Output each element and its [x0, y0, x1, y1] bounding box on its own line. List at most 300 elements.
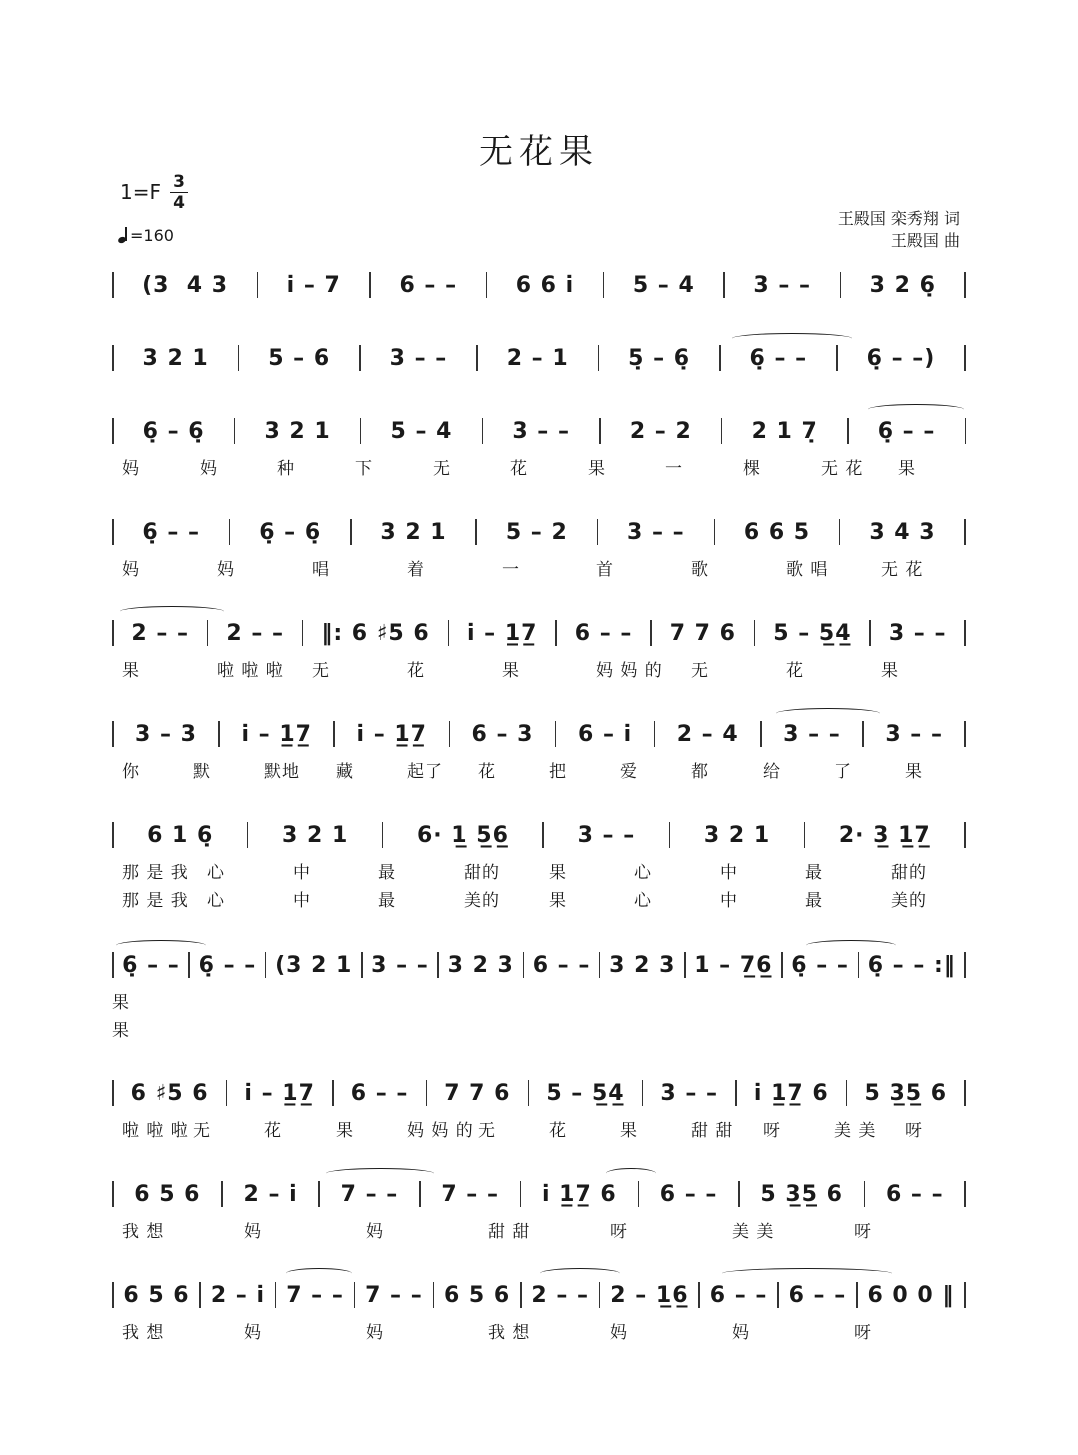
barline	[856, 1282, 858, 1308]
measure: 5 3̲5̲ 6	[864, 1080, 948, 1106]
music-line	[112, 270, 966, 300]
lyric-word: 妈	[122, 560, 140, 580]
lyric-word: 棵	[743, 459, 761, 479]
lyric-word: 甜的	[464, 863, 500, 883]
measure: 7 – –	[441, 1181, 499, 1207]
measure: 6 – –	[885, 1181, 944, 1207]
lyric-line	[112, 858, 966, 882]
music-line	[112, 820, 966, 850]
measure: 6̣ – 6̣	[142, 418, 205, 444]
lyric-word: 呀	[763, 1121, 781, 1141]
measure: 6̣ – – :‖	[867, 952, 956, 978]
measure: 6 1 6̣	[147, 822, 214, 848]
barline	[555, 620, 557, 646]
lyric-word: 花	[478, 762, 496, 782]
barline	[112, 822, 114, 848]
lyric-word: 无	[312, 661, 330, 681]
barline	[603, 272, 605, 298]
measure: 6 – i̇	[577, 721, 633, 747]
measure: 7 – –	[365, 1282, 423, 1308]
lyric-line	[112, 1116, 966, 1140]
barline	[520, 1282, 522, 1308]
lyric-line	[112, 988, 966, 1012]
measure: 6 0 0 ‖	[867, 1282, 955, 1308]
barline	[847, 418, 849, 444]
barline	[754, 620, 756, 646]
lyric-word: 果	[502, 661, 520, 681]
measure: 5 – 2	[505, 519, 568, 545]
lyric-word: 最	[805, 863, 823, 883]
barline	[369, 272, 371, 298]
lyric-word: 心	[634, 863, 652, 883]
barline	[112, 1181, 114, 1207]
measure: 5 – 4	[632, 272, 695, 298]
song-title: 无花果	[479, 132, 599, 172]
barline	[361, 952, 363, 978]
barline	[777, 1282, 779, 1308]
barline	[760, 721, 762, 747]
measure: 3 – –	[885, 721, 943, 747]
lyric-line	[112, 555, 966, 579]
lyric-word: 花	[510, 459, 528, 479]
barline	[836, 345, 838, 371]
music-line	[112, 416, 966, 446]
lyric-word: 果	[122, 661, 140, 681]
barline	[257, 272, 259, 298]
slur-mark	[116, 940, 206, 951]
measure: 6 – –	[350, 1080, 409, 1106]
barline	[964, 721, 966, 747]
measure: 3 – –	[389, 345, 448, 371]
measure: (3 2 1	[275, 952, 353, 978]
lyric-word: 果	[112, 1021, 130, 1041]
lyric-word: 妈	[217, 560, 235, 580]
lyric-word: 你	[122, 762, 140, 782]
barline	[555, 721, 557, 747]
barline	[218, 721, 220, 747]
lyric-word: 我 想	[122, 1222, 165, 1242]
barline	[528, 1080, 530, 1106]
measure: 2· 3̲ 1̲7̲	[838, 822, 931, 848]
barline	[964, 822, 966, 848]
barline	[599, 418, 601, 444]
lyric-word: 默	[193, 762, 211, 782]
lyric-word: 妈 妈 的	[596, 661, 663, 681]
measure: 6 5 6	[443, 1282, 511, 1308]
composer-credit: 王殿国 曲	[890, 231, 960, 250]
barline	[964, 519, 966, 545]
lyric-word: 歌	[691, 560, 709, 580]
measure: 6̣ – –	[749, 345, 808, 371]
lyric-word: 啦 啦 啦	[122, 1121, 189, 1141]
slur-mark	[776, 708, 880, 719]
slur-mark	[540, 1268, 620, 1279]
lyric-word: 花	[407, 661, 425, 681]
lyric-word: 果	[336, 1121, 354, 1141]
lyric-word: 啦 啦 啦	[217, 661, 284, 681]
quarter-note-icon	[118, 227, 130, 243]
lyric-word: 呀	[854, 1323, 872, 1343]
measure: 1 – 7̲6̲	[694, 952, 773, 978]
measure: 2 – i̇	[243, 1181, 298, 1207]
measure: 3 – –	[627, 519, 685, 545]
barline	[476, 345, 478, 371]
measure: 6̣ – –)	[866, 345, 936, 371]
lyric-word: 给	[763, 762, 781, 782]
lyric-word: 果	[549, 891, 567, 911]
barline	[598, 345, 600, 371]
barline	[275, 1282, 277, 1308]
barline	[719, 345, 721, 371]
lyric-word: 歌 唱	[786, 560, 829, 580]
lyric-word: 种	[277, 459, 295, 479]
barline	[448, 620, 450, 646]
measure: 6 – –	[532, 952, 591, 978]
barline	[112, 519, 114, 545]
measure: 5 3̲5̲ 6	[760, 1181, 843, 1207]
lyric-word: 一	[502, 560, 520, 580]
lyric-word: 那 是 我	[122, 863, 189, 883]
tempo-marking	[118, 226, 174, 245]
barline	[229, 519, 231, 545]
measure: 3 2 1	[142, 345, 209, 371]
measure: i̇ 1̲7̲ 6	[541, 1181, 617, 1207]
measure: 2 1 7̣	[751, 418, 818, 444]
time-signature-bottom: 4	[173, 193, 185, 213]
barline	[964, 272, 966, 298]
measure: 3 – –	[753, 272, 812, 298]
barline	[714, 519, 716, 545]
barline	[654, 721, 656, 747]
barline	[234, 418, 236, 444]
barline	[112, 345, 114, 371]
measure: 6 – 3	[471, 721, 534, 747]
measure: 7 7 6	[669, 620, 736, 646]
barline	[520, 1181, 522, 1207]
barline	[735, 1080, 737, 1106]
barline	[112, 952, 114, 978]
lyric-word: 首	[596, 560, 614, 580]
barline	[354, 1282, 356, 1308]
measure: 3 – –	[660, 1080, 719, 1106]
lyric-word: 妈	[200, 459, 218, 479]
barline	[112, 272, 114, 298]
lyric-word: 果	[588, 459, 606, 479]
barline	[599, 1282, 601, 1308]
barline	[864, 1181, 866, 1207]
music-line	[112, 1078, 966, 1108]
measure: 6̣ – –	[142, 519, 200, 545]
barline	[721, 418, 723, 444]
key-label: 1=F	[120, 180, 161, 204]
barline	[482, 418, 484, 444]
lyric-word: 甜的	[891, 863, 927, 883]
lyric-line	[112, 454, 966, 478]
barline	[419, 1181, 421, 1207]
measure: 2 – i̇	[210, 1282, 265, 1308]
lyric-word: 果	[905, 762, 923, 782]
barline	[318, 1181, 320, 1207]
lyric-word: 我 想	[488, 1323, 531, 1343]
barline	[426, 1080, 428, 1106]
barline	[475, 519, 477, 545]
lyric-word: 心	[634, 891, 652, 911]
measure: 5 – 5̲4̲	[773, 620, 852, 646]
barline	[112, 1080, 114, 1106]
measure: 5 – 4	[390, 418, 453, 444]
measure: 6 – –	[574, 620, 633, 646]
measure: i̇ – 1̲7̲	[356, 721, 427, 747]
measure: 3 2 1	[282, 822, 349, 848]
measure: 3 – –	[371, 952, 429, 978]
lyric-word: 了	[834, 762, 852, 782]
barline	[112, 418, 114, 444]
measure: 6 – –	[709, 1282, 768, 1308]
lyric-word: 无 花	[881, 560, 924, 580]
lyric-word: 甜 甜	[488, 1222, 531, 1242]
lyric-word: 中	[720, 891, 738, 911]
barline	[247, 822, 249, 848]
barline	[964, 952, 966, 978]
lyric-word: 果	[898, 459, 916, 479]
lyric-word: 无	[193, 1121, 211, 1141]
measure: 6 6 5	[743, 519, 811, 545]
lyric-word: 把	[549, 762, 567, 782]
measure: 6 – –	[399, 272, 458, 298]
lyric-word: 花	[549, 1121, 567, 1141]
measure: 7 – –	[340, 1181, 399, 1207]
barline	[684, 952, 686, 978]
music-line	[112, 618, 966, 648]
barline	[840, 272, 842, 298]
barline	[839, 519, 841, 545]
barline	[207, 620, 209, 646]
lyric-word: 呀	[854, 1222, 872, 1242]
measure: 6̣ – –	[198, 952, 257, 978]
measure: 6 5 6	[134, 1181, 201, 1207]
lyric-word: 妈	[244, 1323, 262, 1343]
measure: 3 2 1	[703, 822, 771, 848]
measure: 3 4 3	[869, 519, 936, 545]
barline	[964, 1080, 966, 1106]
key-signature	[120, 172, 185, 213]
lyric-line-verse-2	[112, 886, 966, 910]
barline	[265, 952, 267, 978]
music-line	[112, 950, 966, 980]
barline	[964, 620, 966, 646]
barline	[781, 952, 783, 978]
measure: 3 – –	[512, 418, 570, 444]
measure: 6̣ – –	[122, 952, 180, 978]
measure: 2 – –	[226, 620, 284, 646]
lyric-word: 那 是 我	[122, 891, 189, 911]
slur-mark	[120, 606, 224, 617]
slur-mark	[806, 940, 896, 951]
lyric-word: 美 美	[732, 1222, 775, 1242]
measure: 3 – –	[783, 721, 841, 747]
tempo-value: =160	[130, 226, 174, 245]
lyric-word: 妈	[122, 459, 140, 479]
measure: 6· 1̲ 5̲6̲	[416, 822, 509, 848]
measure: i̇ – 7	[286, 272, 341, 298]
lyric-word: 美的	[464, 891, 500, 911]
barline	[486, 272, 488, 298]
lyric-word: 美 美	[834, 1121, 877, 1141]
music-line	[112, 719, 966, 749]
barline	[698, 1282, 700, 1308]
lyric-word: 呀	[905, 1121, 923, 1141]
barline	[449, 721, 451, 747]
slur-mark	[722, 1268, 892, 1279]
measure: 2 – 4	[676, 721, 739, 747]
time-signature-top: 3	[173, 172, 185, 192]
measure: 5 – 5̲4̲	[546, 1080, 625, 1106]
measure: 6 – –	[659, 1181, 718, 1207]
lyric-word: 妈	[610, 1323, 628, 1343]
lyric-word: 中	[293, 891, 311, 911]
barline	[804, 822, 806, 848]
barline	[846, 1080, 848, 1106]
lyric-word: 果	[549, 863, 567, 883]
measure: 6 – –	[788, 1282, 847, 1308]
measure: 7 7 6	[444, 1080, 511, 1106]
measure: ‖: 6 ♯5 6	[321, 620, 430, 646]
slur-mark	[606, 1168, 656, 1179]
lyric-word: 最	[378, 863, 396, 883]
lyric-word: 无	[478, 1121, 496, 1141]
lyric-word: 最	[805, 891, 823, 911]
measure: i̇ – 1̲7̲	[466, 620, 538, 646]
lyric-line	[112, 1318, 966, 1342]
measure: 2 – 2	[629, 418, 692, 444]
lyric-word: 一	[665, 459, 683, 479]
lyric-word: 中	[720, 863, 738, 883]
measure: i̇ – 1̲7̲	[241, 721, 312, 747]
lyric-word: 无	[691, 661, 709, 681]
lyric-word: 妈	[244, 1222, 262, 1242]
measure: 2 – –	[531, 1282, 590, 1308]
lyric-word: 果	[620, 1121, 638, 1141]
lyric-word: 起了	[407, 762, 443, 782]
lyric-word: 甜 甜	[691, 1121, 734, 1141]
barline	[382, 822, 384, 848]
barline	[437, 952, 439, 978]
lyric-word: 无 花	[821, 459, 864, 479]
barline	[964, 345, 966, 371]
barline	[332, 1080, 334, 1106]
lyric-word: 我 想	[122, 1323, 165, 1343]
measure: 6 6 i̇	[515, 272, 575, 298]
lyric-word: 妈	[366, 1323, 384, 1343]
measure: 6̣ – –	[877, 418, 936, 444]
measure: 3 – 3	[135, 721, 197, 747]
lyric-word: 心	[207, 863, 225, 883]
barline	[723, 272, 725, 298]
slur-mark	[326, 1168, 434, 1179]
lyric-line	[112, 757, 966, 781]
barline	[359, 345, 361, 371]
measure: 5̣ – 6̣	[628, 345, 691, 371]
lyric-word: 无	[433, 459, 451, 479]
barline	[188, 952, 190, 978]
time-signature	[170, 172, 188, 213]
barline	[642, 1080, 644, 1106]
measure: 3 – –	[888, 620, 947, 646]
barline	[226, 1080, 228, 1106]
music-line	[112, 517, 966, 547]
lyric-word: 花	[264, 1121, 282, 1141]
measure: 3 2 3	[609, 952, 676, 978]
lyric-word: 唱	[312, 560, 330, 580]
measure: 7 – –	[286, 1282, 344, 1308]
barline	[862, 721, 864, 747]
barline	[964, 1282, 966, 1308]
lyric-word: 着	[407, 560, 425, 580]
measure: i̇ 1̲7̲ 6	[753, 1080, 829, 1106]
barline	[965, 418, 967, 444]
measure: 6̣ – –	[791, 952, 849, 978]
lyric-word: 爱	[620, 762, 638, 782]
barline	[112, 721, 114, 747]
barline	[360, 418, 362, 444]
measure: 2 – –	[131, 620, 190, 646]
slur-mark	[286, 1268, 352, 1279]
lyric-word: 中	[293, 863, 311, 883]
barline	[350, 519, 352, 545]
lyric-word: 果	[112, 993, 130, 1013]
measure: 3 2 1	[264, 418, 331, 444]
barline	[112, 620, 114, 646]
barline	[433, 1282, 435, 1308]
barline	[333, 721, 335, 747]
lyric-word: 妈 妈 的	[407, 1121, 474, 1141]
barline	[650, 620, 652, 646]
lyricist-credit: 王殿国 栾秀翔 词	[837, 209, 960, 228]
measure: i̇ – 1̲7̲	[244, 1080, 315, 1106]
lyric-word: 妈	[732, 1323, 750, 1343]
lyric-word: 美的	[891, 891, 927, 911]
music-line	[112, 1280, 966, 1310]
lyric-word: 果	[881, 661, 899, 681]
lyric-word: 最	[378, 891, 396, 911]
lyric-line-verse-2	[112, 1016, 966, 1040]
barline	[542, 822, 544, 848]
music-line	[112, 343, 966, 373]
lyric-word: 呀	[610, 1222, 628, 1242]
music-line	[112, 1179, 966, 1209]
barline	[597, 519, 599, 545]
slur-mark	[868, 404, 964, 415]
lyric-word: 花	[786, 661, 804, 681]
lyric-line	[112, 656, 966, 680]
lyric-word: 都	[691, 762, 709, 782]
barline	[199, 1282, 201, 1308]
lyric-word: 藏	[336, 762, 354, 782]
barline	[599, 952, 601, 978]
barline	[238, 345, 240, 371]
measure: (3 4 3	[142, 272, 229, 298]
measure: 3 2 1	[380, 519, 447, 545]
measure: 5 – 6	[268, 345, 331, 371]
lyric-word: 下	[355, 459, 373, 479]
lyric-word: 默地	[264, 762, 300, 782]
measure: 6̣ – 6̣	[259, 519, 322, 545]
measure: 2 – 1	[506, 345, 569, 371]
measure: 3 2 3	[447, 952, 514, 978]
barline	[858, 952, 860, 978]
barline	[638, 1181, 640, 1207]
barline	[302, 620, 304, 646]
